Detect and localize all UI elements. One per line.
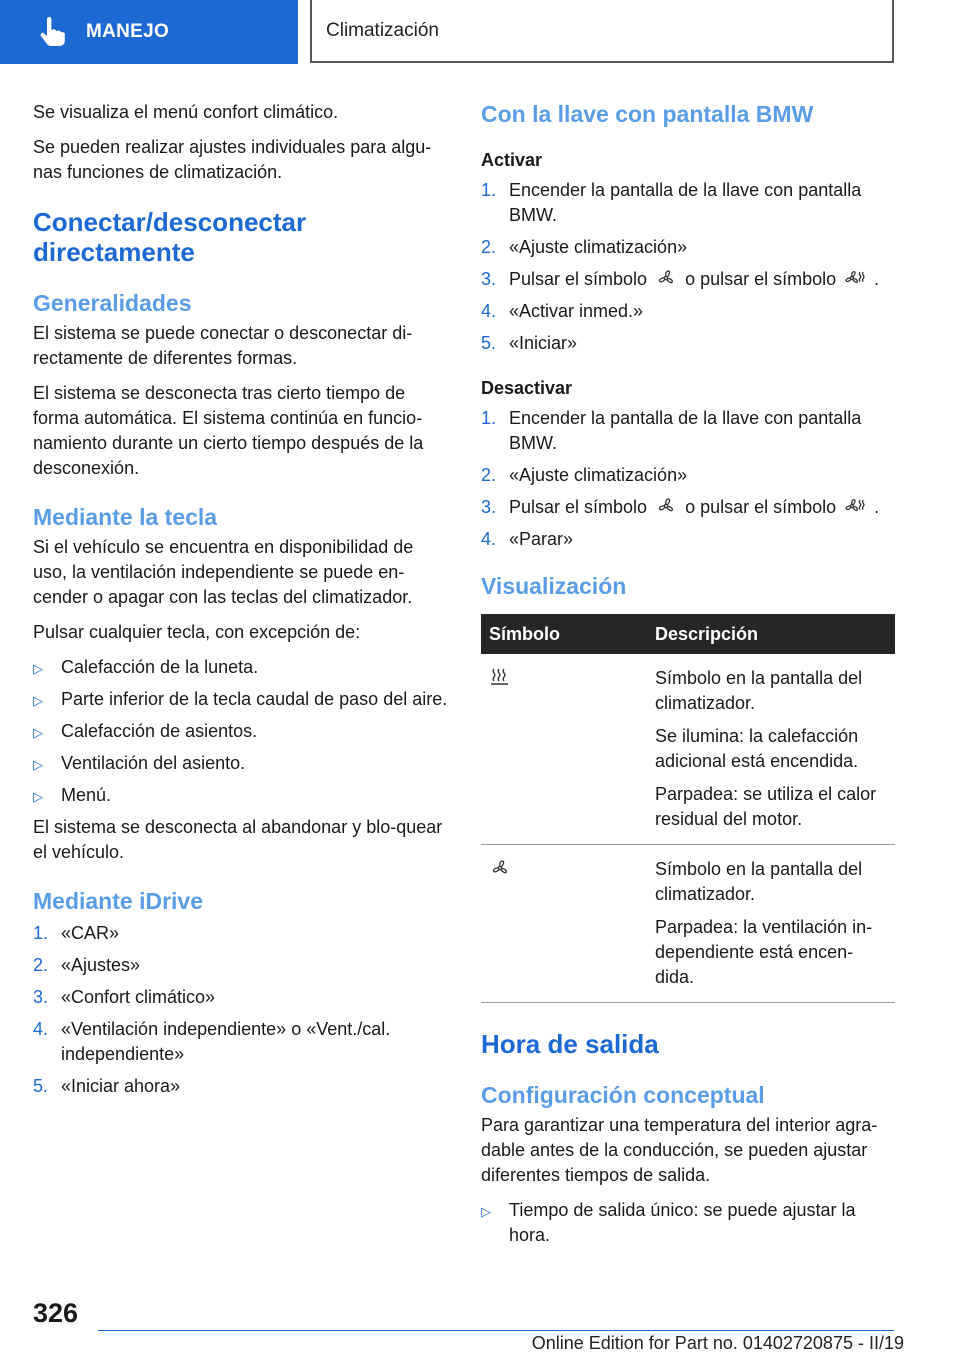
idrive-steps bbox=[33, 921, 449, 1099]
intro-text: Se visualiza el menú confort climático. bbox=[33, 102, 339, 122]
triangle-bullet-icon: ▷ bbox=[481, 1204, 491, 1219]
table-header: Símbolo bbox=[481, 614, 647, 654]
list-item: 4. «Ventilación independiente» o «Vent./cal. independiente» bbox=[33, 1019, 391, 1064]
symbol-cell bbox=[481, 845, 647, 1003]
subsection-heading: Mediante iDrive bbox=[33, 888, 203, 914]
paragraph: Si el vehículo se encuentra en disponibilidad de uso, la ventilación independiente se puede en-cender o apagar con las teclas del climatizador. bbox=[33, 537, 414, 607]
triangle-bullet-icon: ▷ bbox=[33, 725, 43, 740]
subsection-heading: Configuración conceptual bbox=[481, 1082, 765, 1108]
list-item: 1. Encender la pantalla de la llave con pantalla BMW. bbox=[481, 180, 862, 225]
list-item: 3. Pulsar el símbolo o pulsar el símbolo . bbox=[481, 497, 880, 517]
deactivate-steps bbox=[481, 406, 895, 552]
paragraph: Pulsar cualquier tecla, con excepción de: bbox=[33, 622, 361, 642]
step-group-title: Desactivar bbox=[481, 378, 573, 398]
section-heading: Conectar/desconectar directamente bbox=[33, 207, 307, 267]
list-item: ▷ Tiempo de salida único: se puede ajustar la hora. bbox=[481, 1200, 856, 1245]
list-item: ▷ Menú. bbox=[33, 783, 449, 808]
section-heading: Hora de salida bbox=[481, 1029, 659, 1059]
page-number: 326 bbox=[33, 1298, 79, 1328]
list-item: ▷ Calefacción de la luneta. bbox=[33, 655, 449, 680]
right-column bbox=[481, 100, 895, 1255]
heat-icon bbox=[489, 666, 511, 688]
footer-divider bbox=[98, 1330, 894, 1331]
triangle-bullet-icon: ▷ bbox=[33, 693, 43, 708]
description-cell: Símbolo en la pantalla del climatizador. Parpadea: la ventilación in-dependiente está encen-dida. bbox=[647, 845, 895, 1003]
chapter-header bbox=[310, 0, 894, 63]
table-row bbox=[481, 654, 895, 845]
subsection-heading: Mediante la tecla bbox=[33, 504, 218, 530]
subsection-heading: Visualización bbox=[481, 573, 627, 599]
table-row bbox=[481, 845, 895, 1003]
intro-text: Se pueden realizar ajustes individuales para algu-nas funciones de climatización. bbox=[33, 137, 432, 182]
list-item: 2. «Ajustes» bbox=[33, 955, 141, 975]
list-item: 2. «Ajuste climatización» bbox=[481, 237, 688, 257]
section-title: MANEJO bbox=[86, 21, 170, 42]
list-item: ▷ Parte inferior de la tecla caudal de paso del aire. bbox=[33, 687, 449, 712]
symbol-table bbox=[481, 614, 895, 1003]
symbol-cell bbox=[481, 654, 647, 845]
paragraph: El sistema se desconecta tras cierto tiempo de forma automática. El sistema continúa en funcio-namiento durante un cierto tiempo después de la desconexión. bbox=[33, 383, 424, 478]
fan-icon bbox=[489, 857, 511, 879]
table-header: Descripción bbox=[647, 614, 895, 654]
list-item: 2. «Ajuste climatización» bbox=[481, 465, 688, 485]
triangle-bullet-icon: ▷ bbox=[33, 661, 43, 676]
list-item: 5. «Iniciar ahora» bbox=[33, 1076, 181, 1096]
chapter-title: Climatización bbox=[326, 19, 439, 41]
fan-icon bbox=[655, 497, 677, 515]
list-item: ▷ Ventilación del asiento. bbox=[33, 751, 449, 776]
subsection-heading: Generalidades bbox=[33, 290, 192, 316]
list-item: ▷ Calefacción de asientos. bbox=[33, 719, 449, 744]
list-item: 3. Pulsar el símbolo o pulsar el símbolo . bbox=[481, 269, 880, 289]
table-header-row bbox=[481, 614, 895, 654]
step-group-title: Activar bbox=[481, 150, 543, 170]
list-item: 1. «CAR» bbox=[33, 923, 120, 943]
subsection-heading: Con la llave con pantalla BMW bbox=[481, 101, 814, 127]
section-tab bbox=[0, 0, 298, 64]
edition-footer: Online Edition for Part no. 01402720875 - II/19 bbox=[531, 1333, 904, 1353]
fan-heat-icon bbox=[844, 269, 866, 287]
activate-steps bbox=[481, 178, 895, 356]
list-item: 5. «Iniciar» bbox=[481, 333, 578, 353]
description-cell: Símbolo en la pantalla del climatizador. Se ilumina: la calefacción adicional está encendida. Parpadea: se utiliza el calor residual del motor. bbox=[647, 654, 895, 845]
hand-pointer-icon bbox=[38, 17, 66, 47]
departure-list bbox=[481, 1198, 895, 1248]
list-item: 1. Encender la pantalla de la llave con pantalla BMW. bbox=[481, 408, 862, 453]
list-item: 4. «Parar» bbox=[481, 529, 574, 549]
left-column bbox=[33, 100, 449, 1109]
fan-heat-icon bbox=[844, 497, 866, 515]
triangle-bullet-icon: ▷ bbox=[33, 757, 43, 772]
fan-icon bbox=[655, 269, 677, 287]
paragraph: El sistema se puede conectar o desconectar di-rectamente de diferentes formas. bbox=[33, 323, 413, 368]
list-item: 4. «Activar inmed.» bbox=[481, 301, 644, 321]
paragraph: El sistema se desconecta al abandonar y blo-quear el vehículo. bbox=[33, 817, 443, 862]
list-item: 3. «Confort climático» bbox=[33, 987, 216, 1007]
triangle-bullet-icon: ▷ bbox=[33, 789, 43, 804]
exception-list bbox=[33, 655, 449, 808]
paragraph: Para garantizar una temperatura del interior agra-dable antes de la conducción, se pueden ajustar diferentes tiempos de salida. bbox=[481, 1115, 878, 1185]
